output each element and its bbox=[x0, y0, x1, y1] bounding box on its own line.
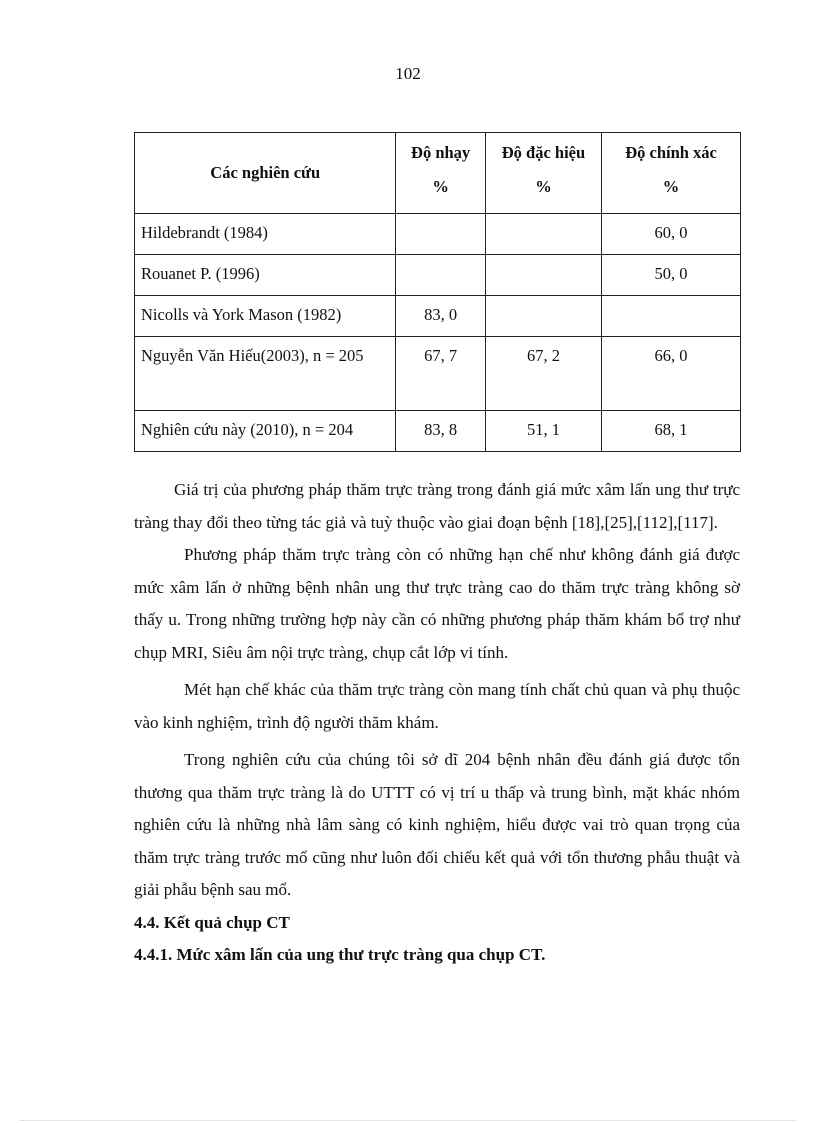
cell-study: Nicolls và York Mason (1982) bbox=[135, 296, 396, 337]
cell-study: Hildebrandt (1984) bbox=[135, 214, 396, 255]
results-table bbox=[134, 132, 741, 452]
header-sensitivity bbox=[396, 133, 485, 214]
table-row bbox=[135, 296, 741, 337]
cell-accuracy bbox=[602, 296, 741, 337]
section-heading: 4.4. Kết quả chụp CT bbox=[134, 912, 290, 932]
cell-sensitivity bbox=[396, 255, 485, 296]
cell-accuracy: 66, 0 bbox=[602, 337, 741, 411]
header-specificity bbox=[485, 133, 601, 214]
header-accuracy bbox=[602, 133, 741, 214]
header-studies: Các nghiên cứu bbox=[135, 133, 396, 214]
cell-accuracy: 50, 0 bbox=[602, 255, 741, 296]
cell-specificity bbox=[485, 255, 601, 296]
page-number: 102 bbox=[395, 64, 421, 83]
table-row bbox=[135, 411, 741, 452]
paragraph: Trong nghiên cứu của chúng tôi sở dĩ 204 bệnh nhân đều đánh giá được tổn thương qua thăm trực tràng là do UTTT có vị trí u thấp và trung bình, mặt khác nhóm nghiên cứu là những nhà lâm sàng có kinh nghiệm, hiểu được vai trò quan trọng của thăm trực tràng trước mổ cũng như luôn đối chiếu kết quả với tổn thương phẫu thuật và giải phẫu bệnh sau mổ. bbox=[134, 750, 740, 899]
header-sensitivity-unit: % bbox=[432, 177, 449, 196]
cell-specificity bbox=[485, 296, 601, 337]
table-row bbox=[135, 255, 741, 296]
header-specificity-unit: % bbox=[535, 177, 552, 196]
table-row bbox=[135, 337, 741, 411]
cell-sensitivity: 83, 8 bbox=[396, 411, 485, 452]
cell-specificity: 51, 1 bbox=[485, 411, 601, 452]
cell-study: Nguyễn Văn Hiếu(2003), n = 205 bbox=[135, 337, 396, 411]
header-accuracy-unit: % bbox=[662, 177, 680, 196]
cell-accuracy: 68, 1 bbox=[602, 411, 741, 452]
subsection-heading: 4.4.1. Mức xâm lấn của ung thư trực tràng qua chụp CT. bbox=[134, 944, 546, 964]
header-accuracy-label: Độ chính xác bbox=[625, 143, 717, 162]
cell-sensitivity bbox=[396, 214, 485, 255]
cell-specificity bbox=[485, 214, 601, 255]
page-bottom-rule bbox=[20, 1120, 796, 1121]
paragraph: Mét hạn chế khác của thăm trực tràng còn mang tính chất chủ quan và phụ thuộc vào kinh nghiệm, trình độ người thăm khám. bbox=[134, 680, 740, 732]
cell-sensitivity: 67, 7 bbox=[396, 337, 485, 411]
table-header-row bbox=[135, 133, 741, 214]
cell-sensitivity: 83, 0 bbox=[396, 296, 485, 337]
table-row bbox=[135, 214, 741, 255]
cell-study: Nghiên cứu này (2010), n = 204 bbox=[135, 411, 396, 452]
paragraph: Phương pháp thăm trực tràng còn có những hạn chế như không đánh giá được mức xâm lấn ở những bệnh nhân ung thư trực tràng cao do thăm trực tràng không sờ thấy u. Trong những trường hợp này cần có những phương pháp thăm khám bổ trợ như chụp MRI, Siêu âm nội trực tràng, chụp cắt lớp vi tính. bbox=[134, 545, 740, 662]
cell-specificity: 67, 2 bbox=[485, 337, 601, 411]
header-sensitivity-label: Độ nhạy bbox=[411, 143, 471, 162]
header-specificity-label: Độ đặc hiệu bbox=[501, 143, 586, 162]
cell-study: Rouanet P. (1996) bbox=[135, 255, 396, 296]
cell-accuracy: 60, 0 bbox=[602, 214, 741, 255]
paragraph: Giá trị của phương pháp thăm trực tràng trong đánh giá mức xâm lấn ung thư trực tràng thay đổi theo từng tác giả và tuỳ thuộc vào giai đoạn bệnh [18],[25],[112],[117]. bbox=[134, 480, 740, 532]
body-text bbox=[134, 474, 740, 971]
